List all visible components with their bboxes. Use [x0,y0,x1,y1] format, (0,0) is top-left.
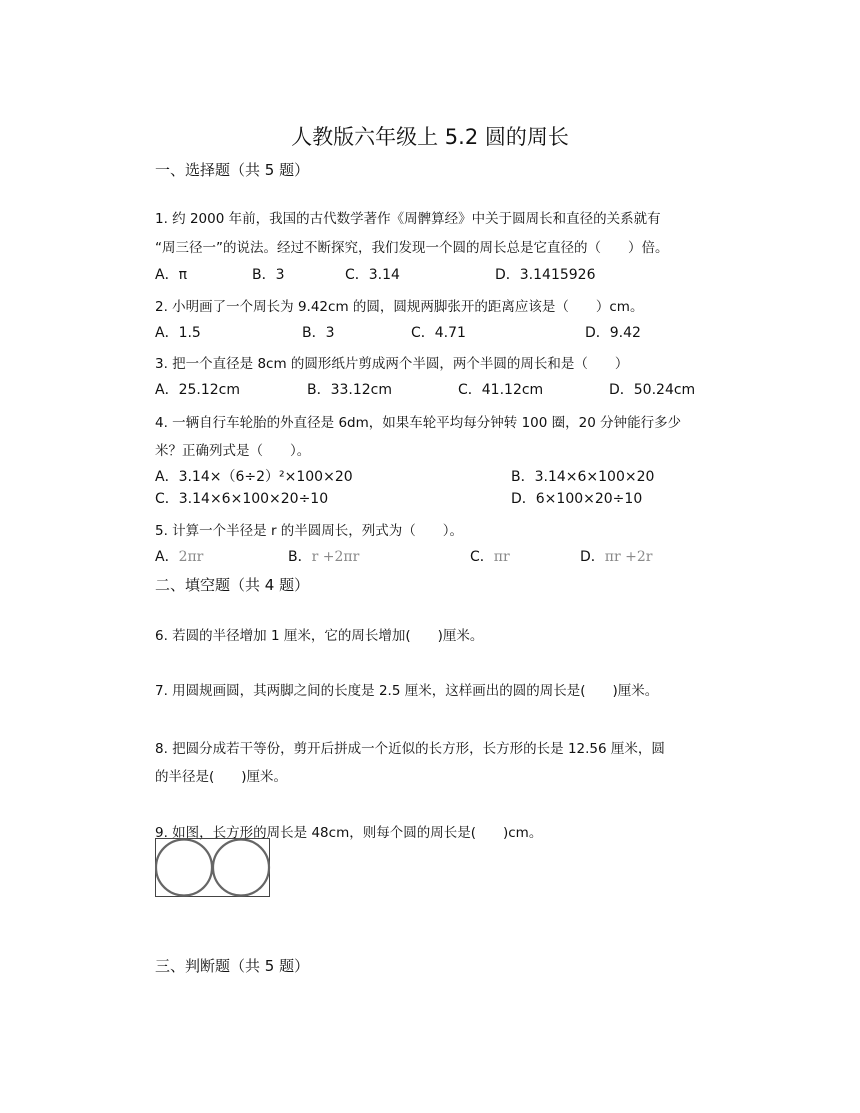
q2-option-c: C．4.71 [411,325,466,341]
q5-option-b-formula: r +2πr [311,549,360,565]
question-6-line-1: 6. 若圆的半径增加 1 厘米，它的周长增加( )厘米。 [155,628,484,644]
question-7-line-1: 7. 用圆规画圆，其两脚之间的长度是 2.5 厘米，这样画出的圆的周长是( )厘米。 [155,683,659,699]
q5-option-c-formula: πr [493,549,510,565]
figure-right-circle [213,840,269,896]
q4-option-c: C．3.14×6×100×20÷10 [155,491,329,507]
q5-option-c [470,546,510,566]
q5-option-a-letter: A． [155,549,179,565]
q2-option-b: B．3 [302,325,335,341]
question-4-line-2: 米？正确列式是（ ）。 [155,443,311,459]
q5-option-d [580,546,652,566]
question-8-line-1: 8. 把圆分成若干等份，剪开后拼成一个近似的长方形，长方形的长是 12.56 厘米，圆 [155,741,665,757]
question-2-line-1: 2. 小明画了一个周长为 9.42cm 的圆，圆规两脚张开的距离应该是（ ）cm。 [155,299,644,315]
q1-option-d: D．3.1415926 [495,267,596,283]
page-title: 人教版六年级上 5.2 圆的周长 [291,125,569,149]
q5-option-d-formula: πr +2r [604,549,653,565]
q4-option-a: A．3.14×（6÷2）²×100×20 [155,469,353,485]
q4-option-d: D．6×100×20÷10 [511,491,643,507]
question-8-line-2: 的半径是( )厘米。 [155,769,288,785]
q2-option-a: A．1.5 [155,325,201,341]
q5-option-d-letter: D． [580,549,605,565]
figure-left-circle [156,840,212,896]
q5-option-b-letter: B． [288,549,312,565]
q5-option-c-letter: C． [470,549,494,565]
question-3-line-1: 3. 把一个直径是 8cm 的圆形纸片剪成两个半圆，两个半圆的周长和是（ ） [155,356,629,372]
q3-option-c: C．41.12cm [458,382,544,398]
q3-option-a: A．25.12cm [155,382,240,398]
section-heading-true-false: 三、判断题（共 5 题） [155,957,310,975]
section-heading-choice: 一、选择题（共 5 题） [155,161,310,179]
section-heading-fill-in: 二、填空题（共 4 题） [155,576,310,594]
q1-option-c: C．3.14 [345,267,400,283]
q5-option-a-formula: 2πr [178,549,204,565]
q2-option-d: D．9.42 [585,325,641,341]
q3-option-b: B．33.12cm [307,382,393,398]
question-1-line-2: “周三径一”的说法。经过不断探究，我们发现一个圆的周长总是它直径的（ ）倍。 [155,240,669,256]
question-9-line-1: 9. 如图，长方形的周长是 48cm，则每个圆的周长是( )cm。 [155,825,543,841]
question-5-line-1: 5. 计算一个半径是 r 的半圆周长，列式为（ ）。 [155,523,464,539]
q4-option-b: B．3.14×6×100×20 [511,469,655,485]
question-4-line-1: 4. 一辆自行车轮胎的外直径是 6dm，如果车轮平均每分钟转 100 圈，20 分钟能行多少 [155,415,682,431]
rectangle-two-circles-figure [155,838,271,898]
question-1-line-1: 1. 约 2000 年前，我国的古代数学著作《周髀算经》中关于圆周长和直径的关系就有 [155,211,661,227]
q1-option-b: B．3 [252,267,285,283]
q5-option-a [155,546,203,566]
q3-option-d: D．50.24cm [609,382,696,398]
q1-option-a: A．π [155,267,188,283]
q5-option-b [288,546,359,566]
